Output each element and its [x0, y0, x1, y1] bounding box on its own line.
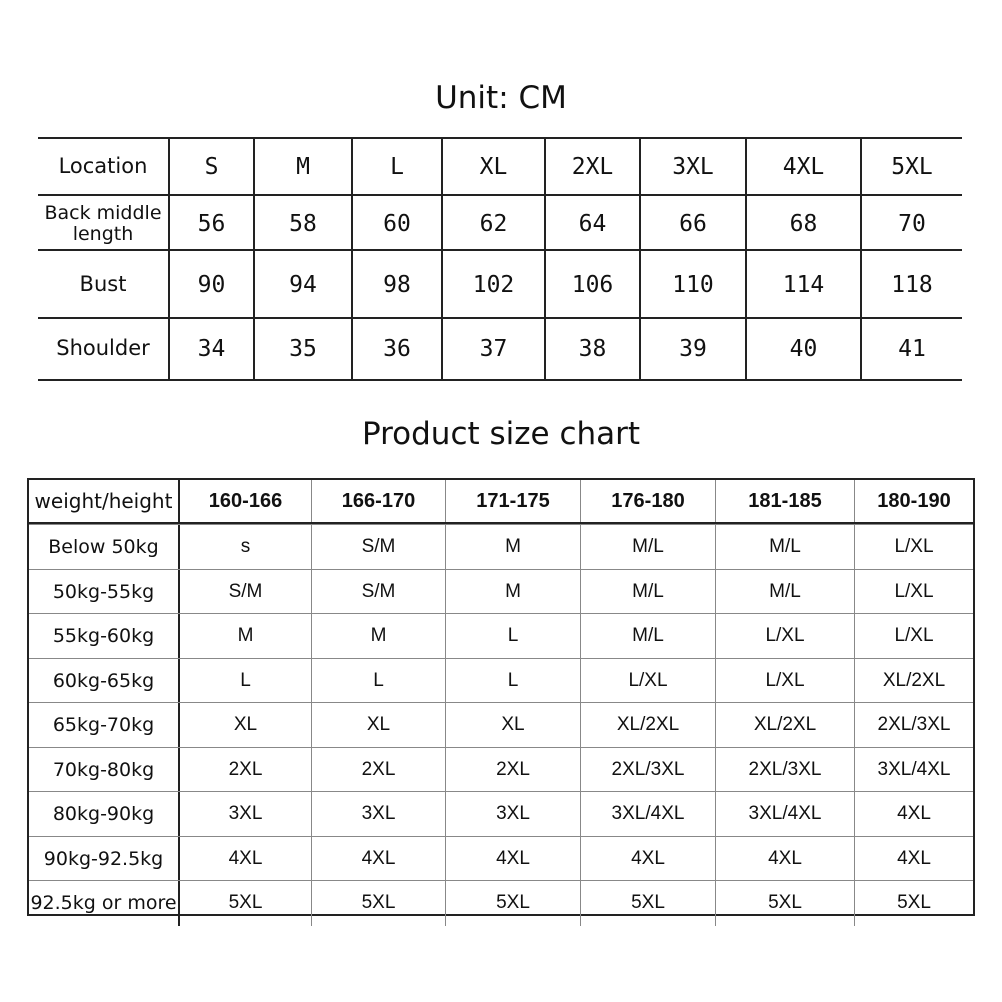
size-recommendation: L	[445, 614, 580, 659]
size-recommendation: 4XL	[228, 847, 263, 869]
size-recommendation: L	[240, 669, 251, 691]
size-chart-row	[29, 747, 973, 793]
measurement-value: 98	[351, 251, 441, 319]
size-header: XL	[441, 139, 544, 194]
size-chart-row	[29, 836, 973, 882]
measurement-value: 56	[168, 196, 253, 251]
size-recommendation: L	[445, 659, 580, 704]
measurement-value: 39	[639, 319, 745, 379]
size-recommendation: XL/2XL	[580, 703, 715, 748]
size-recommendation: 3XL	[228, 803, 263, 825]
size-recommendation: s	[240, 536, 251, 558]
weight-range-label: 50kg-55kg	[29, 570, 180, 615]
size-recommendation: 4XL	[854, 792, 973, 837]
size-recommendation: 2XL/3XL	[854, 703, 973, 748]
measurement-value: 62	[441, 196, 544, 251]
size-recommendation: S/M	[228, 580, 263, 602]
measurement-value: 34	[168, 319, 253, 379]
size-recommendation: 3XL/4XL	[715, 792, 854, 837]
size-chart-header-row	[29, 480, 973, 524]
size-recommendation: 3XL	[445, 792, 580, 837]
size-recommendation: M/L	[580, 525, 715, 570]
size-recommendation: L/XL	[580, 659, 715, 704]
measurement-value: 58	[253, 196, 351, 251]
size-recommendation: M/L	[580, 614, 715, 659]
measurement-row	[38, 194, 962, 251]
measurement-label: Bust	[79, 272, 127, 297]
weight-range-label: 70kg-80kg	[29, 748, 180, 793]
size-chart-title: Product size chart	[361, 416, 641, 452]
unit-title: Unit: CM	[435, 80, 567, 116]
measurement-header-row	[38, 139, 962, 194]
size-recommendation: XL/2XL	[854, 659, 973, 704]
size-recommendation: XL/2XL	[715, 703, 854, 748]
weight-range-label: Below 50kg	[29, 525, 180, 570]
size-recommendation: S/M	[311, 570, 445, 615]
size-recommendation: 5XL	[854, 881, 973, 926]
size-recommendation: 5XL	[580, 881, 715, 926]
measurement-table	[38, 137, 962, 381]
size-header: L	[351, 139, 441, 194]
measurement-value: 70	[860, 196, 962, 251]
size-recommendation: 2XL/3XL	[580, 748, 715, 793]
size-recommendation: 4XL	[445, 837, 580, 882]
size-recommendation: 3XL	[311, 792, 445, 837]
measurement-value: 118	[860, 251, 962, 319]
measurement-value: 37	[441, 319, 544, 379]
size-recommendation: 5XL	[228, 892, 263, 914]
size-chart-row	[29, 613, 973, 659]
size-recommendation: XL	[233, 714, 258, 736]
size-chart-row	[29, 791, 973, 837]
size-recommendation: XL	[311, 703, 445, 748]
measurement-value: 102	[441, 251, 544, 319]
height-range-header: 160-166	[208, 489, 283, 512]
measurement-value: 94	[253, 251, 351, 319]
size-recommendation: XL	[445, 703, 580, 748]
size-recommendation: 4XL	[715, 837, 854, 882]
size-recommendation: 2XL	[311, 748, 445, 793]
size-recommendation: 4XL	[311, 837, 445, 882]
weight-height-header: weight/height	[29, 480, 180, 522]
measurement-value: 66	[639, 196, 745, 251]
size-chart-row	[29, 524, 973, 570]
size-recommendation: M	[445, 525, 580, 570]
height-range-header: 181-185	[715, 480, 854, 522]
size-recommendation: M	[445, 570, 580, 615]
measurement-label: Shoulder	[56, 336, 150, 361]
size-recommendation: M	[311, 614, 445, 659]
height-range-header: 171-175	[445, 480, 580, 522]
weight-range-label: 80kg-90kg	[29, 792, 180, 837]
size-recommendation: 2XL	[228, 758, 263, 780]
weight-range-label: 92.5kg or more	[29, 881, 180, 926]
height-range-header: 166-170	[311, 480, 445, 522]
size-recommendation: L/XL	[715, 614, 854, 659]
size-header: 3XL	[639, 139, 745, 194]
measurement-value: 36	[351, 319, 441, 379]
size-header: 2XL	[544, 139, 639, 194]
size-recommendation: 5XL	[715, 881, 854, 926]
size-chart-row	[29, 658, 973, 704]
measurement-value: 90	[168, 251, 253, 319]
size-recommendation: L/XL	[854, 525, 973, 570]
size-recommendation: M/L	[715, 525, 854, 570]
size-chart-row	[29, 702, 973, 748]
size-header: 5XL	[860, 139, 962, 194]
weight-range-label: 55kg-60kg	[29, 614, 180, 659]
size-recommendation: 3XL/4XL	[580, 792, 715, 837]
size-recommendation: 4XL	[580, 837, 715, 882]
size-recommendation: 5XL	[311, 881, 445, 926]
measurement-value: 68	[745, 196, 860, 251]
measurement-value: 41	[860, 319, 962, 379]
weight-range-label: 90kg-92.5kg	[29, 837, 180, 882]
weight-range-label: 65kg-70kg	[29, 703, 180, 748]
size-recommendation: 3XL/4XL	[854, 748, 973, 793]
size-header: M	[253, 139, 351, 194]
measurement-value: 64	[544, 196, 639, 251]
measurement-value: 35	[253, 319, 351, 379]
size-recommendation: M	[237, 625, 254, 647]
measurement-row	[38, 317, 962, 379]
measurement-value: 38	[544, 319, 639, 379]
size-chart-table	[27, 478, 975, 916]
measurement-value: 106	[544, 251, 639, 319]
size-recommendation: M/L	[715, 570, 854, 615]
size-header: S	[168, 139, 253, 194]
weight-range-label: 60kg-65kg	[29, 659, 180, 704]
size-chart-row	[29, 880, 973, 926]
size-recommendation: L	[311, 659, 445, 704]
height-range-header: 176-180	[580, 480, 715, 522]
measurement-label: Back middle length	[44, 201, 162, 245]
size-recommendation: L/XL	[854, 614, 973, 659]
size-recommendation: 2XL	[445, 748, 580, 793]
height-range-header: 180-190	[854, 480, 973, 522]
size-chart-row	[29, 569, 973, 615]
measurement-value: 60	[351, 196, 441, 251]
measurement-row	[38, 249, 962, 319]
size-recommendation: L/XL	[715, 659, 854, 704]
location-header: Location	[58, 153, 148, 178]
size-header: 4XL	[745, 139, 860, 194]
measurement-value: 114	[745, 251, 860, 319]
measurement-value: 40	[745, 319, 860, 379]
size-recommendation: 5XL	[445, 881, 580, 926]
size-recommendation: S/M	[311, 525, 445, 570]
size-recommendation: 4XL	[854, 837, 973, 882]
measurement-value: 110	[639, 251, 745, 319]
size-recommendation: 2XL/3XL	[715, 748, 854, 793]
size-recommendation: L/XL	[854, 570, 973, 615]
size-recommendation: M/L	[580, 570, 715, 615]
